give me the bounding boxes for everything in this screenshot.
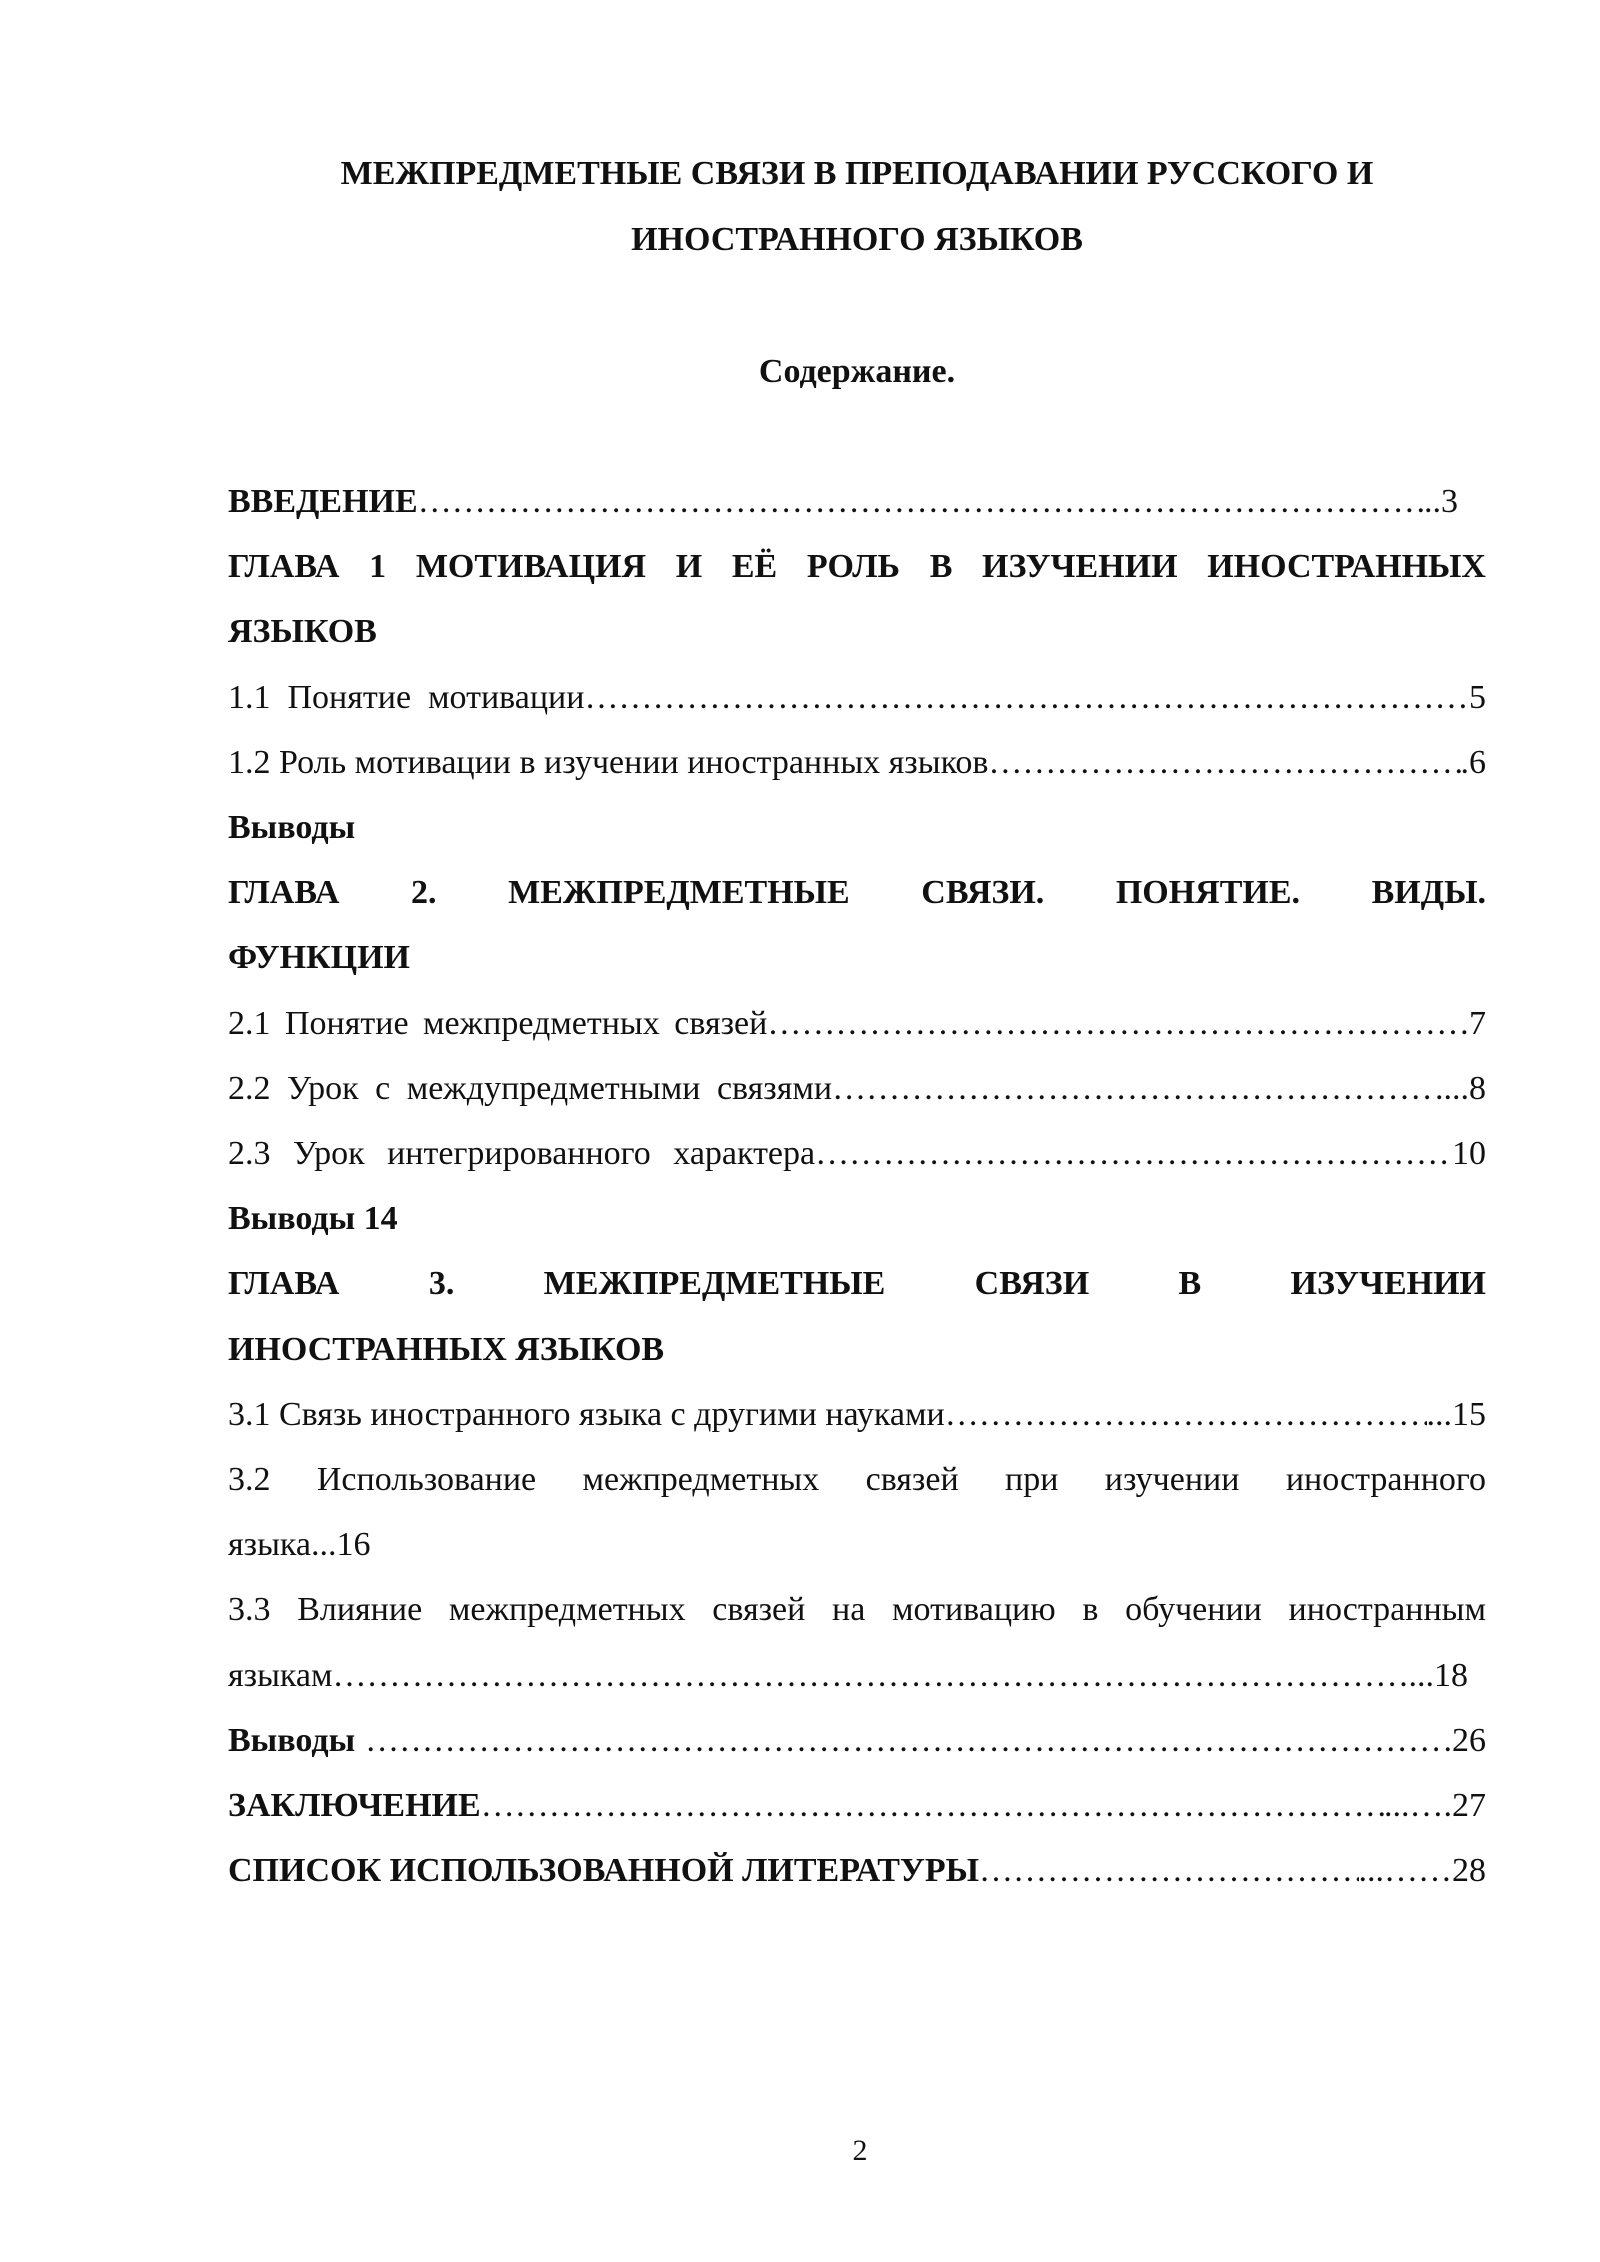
toc-chapter-2-line-2[interactable]: ФУНКЦИИ — [228, 939, 411, 977]
toc-chapter-1-line-1[interactable]: ГЛАВА 1 МОТИВАЦИЯ И ЕЁ РОЛЬ В ИЗУЧЕНИИ ИНОСТРАННЫХ — [228, 548, 1486, 586]
toc-entry-page: 5 — [1469, 678, 1486, 716]
toc-leader-dots — [418, 469, 1424, 534]
toc-entry-3-3-line-2[interactable] — [228, 1643, 1468, 1708]
table-of-contents — [228, 469, 1486, 1903]
toc-entry-conclusion[interactable] — [228, 1773, 1486, 1838]
toc-entry-page: ....8 — [1435, 1069, 1486, 1107]
toc-leader-dots — [945, 1382, 1427, 1447]
toc-entry-1-1[interactable] — [228, 665, 1486, 730]
toc-leader-dots — [832, 1056, 1435, 1121]
toc-entry-label: 2.1 Понятие межпредметных связей — [228, 1004, 768, 1042]
toc-chapter-3-line-1[interactable]: ГЛАВА 3. МЕЖПРЕДМЕТНЫЕ СВЯЗИ В ИЗУЧЕНИИ — [228, 1265, 1486, 1303]
toc-entry-page: 10 — [1452, 1135, 1486, 1173]
toc-entry-3-1[interactable] — [228, 1382, 1486, 1447]
document-title-line-2: ИНОСТРАННОГО ЯЗЫКОВ — [631, 221, 1083, 258]
toc-entry-2-1[interactable] — [228, 991, 1486, 1056]
toc-entry-label: ВВЕДЕНИЕ — [228, 483, 418, 520]
toc-chapter-2-line-1[interactable]: ГЛАВА 2. МЕЖПРЕДМЕТНЫЕ СВЯЗИ. ПОНЯТИЕ. ВИДЫ. — [228, 874, 1486, 912]
toc-entry-1-2[interactable] — [228, 730, 1486, 795]
toc-entry-page: ...….27 — [1384, 1787, 1486, 1825]
toc-entry-page: ...18 — [1408, 1656, 1468, 1694]
toc-entry-2-3[interactable] — [228, 1121, 1486, 1186]
toc-entry-3-3-line-1[interactable]: 3.3 Влияние межпредметных связей на мотивацию в обучении иностранным — [228, 1591, 1486, 1629]
toc-entry-label: СПИСОК ИСПОЛЬЗОВАННОЙ ЛИТЕРАТУРЫ — [228, 1852, 979, 1890]
toc-entry-label: 2.3 Урок интегрированного характера — [228, 1135, 816, 1173]
toc-entry-label: языкам — [228, 1656, 333, 1694]
toc-entry-page: ..3 — [1424, 483, 1458, 520]
toc-conclusions-1[interactable]: Выводы — [228, 809, 356, 847]
contents-heading: Содержание. — [758, 353, 956, 390]
toc-entry-3-2-line-2[interactable]: языка...16 — [228, 1526, 371, 1564]
toc-entry-3-2-line-1[interactable]: 3.2 Использование межпредметных связей при изучении иностранного — [228, 1461, 1486, 1499]
toc-entry-references[interactable] — [228, 1838, 1486, 1903]
toc-entry-label: 1.2 Роль мотивации в изучении иностранных языков — [228, 743, 989, 781]
toc-leader-dots — [979, 1838, 1359, 1903]
toc-conclusions-2[interactable]: Выводы 14 — [228, 1200, 398, 1238]
toc-entry-page: .26 — [1443, 1721, 1486, 1759]
toc-leader-dots — [584, 665, 1469, 730]
toc-entry-intro[interactable] — [228, 469, 1458, 534]
toc-leader-dots — [365, 1708, 1443, 1773]
toc-entry-label: ЗАКЛЮЧЕНИЕ — [228, 1787, 481, 1825]
page-number: 2 — [852, 2134, 868, 2167]
toc-leader-dots — [988, 730, 1460, 795]
toc-leader-dots — [767, 991, 1469, 1056]
toc-leader-dots — [481, 1773, 1384, 1838]
toc-entry-page: 7 — [1469, 1004, 1486, 1042]
toc-entry-page: .6 — [1460, 743, 1486, 781]
toc-entry-page: ...……28 — [1358, 1852, 1486, 1890]
toc-chapter-1-line-2[interactable]: ЯЗЫКОВ — [228, 613, 377, 651]
toc-entry-label: 3.1 Связь иностранного языка с другими науками — [228, 1395, 945, 1433]
toc-leader-dots — [333, 1643, 1409, 1708]
toc-leader-dots — [815, 1121, 1452, 1186]
toc-entry-page: ...15 — [1426, 1395, 1486, 1433]
toc-entry-label: Выводы — [228, 1721, 356, 1759]
document-title — [228, 141, 1486, 273]
document-title-line-1: МЕЖПРЕДМЕТНЫЕ СВЯЗИ В ПРЕПОДАВАНИИ РУССКОГО И — [340, 155, 1374, 192]
toc-entry-conclusions-3[interactable] — [228, 1708, 1486, 1773]
toc-entry-2-2[interactable] — [228, 1056, 1486, 1121]
toc-chapter-3-line-2[interactable]: ИНОСТРАННЫХ ЯЗЫКОВ — [228, 1330, 665, 1368]
toc-entry-label: 1.1 Понятие мотивации — [228, 678, 585, 716]
toc-entry-label: 2.2 Урок с междупредметными связями — [228, 1069, 833, 1107]
